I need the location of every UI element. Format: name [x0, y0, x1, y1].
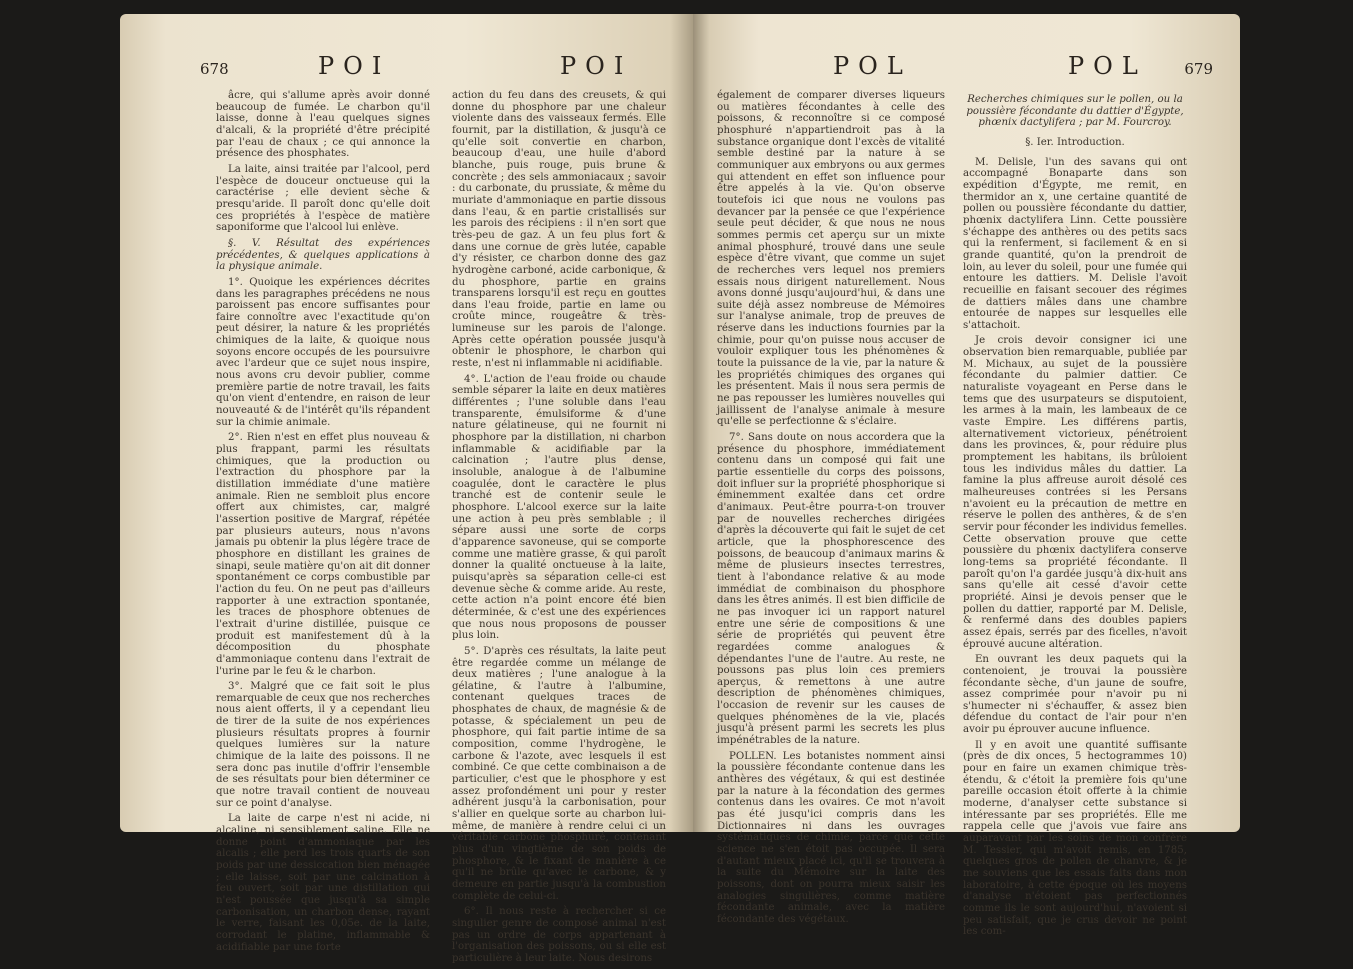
section-heading: §. Ier. Introduction.: [1025, 136, 1125, 148]
right-running-head-2: POL: [1068, 52, 1147, 80]
paragraph: En ouvrant les deux paquets qui la contenoient, je trouvai la poussière fécondante sèche, d'un jaune de soufre, assez comprimée pour n'avoir pu ni s'humecter ni s'échauffer, & assez bien défendue du contact de l'air pour n'en avoir pu éprouver aucune influence.: [963, 654, 1187, 736]
paragraph: POLLEN. Les botanistes nomment ainsi la poussière fécondante contenue dans les anthères des végétaux, & qui est destinée par la nature à la fécondation des germes contenus dans les ovaires. Ce mot n'avoit pas été jusqu'ici compris dans les Dictionnaires ni dans les ouvrages systématiques de chimie, parce que cette science ne s'en étoit pas occupée. Il sera d'autant mieux placé ici, qu'il se trouvera à la suite du Mémoire sur la laite des poissons, dont on pourra mieux saisir les analogies singulières, comme matière fécondante animale, avec la matière fécondante des végétaux.: [717, 750, 945, 925]
paragraph: également de comparer diverses liqueurs ou matières fécondantes à celle des poissons, & reconnoître si ce composé phosphuré n'appartiendroit pas à la substance organique dont l'excès de vitalité semble destiné par la nature à se communiquer aux embryons ou aux germes qui attendent en effet son influence pour être appelés à la vie. Qu'on observe toutefois ici que nous ne voulons pas devancer par la pensée ce que l'expérience seule peut décider, & que nous ne nous sommes permis cet aperçu sur un mixte animal phosphuré, trouvé dans une seule espèce d'être vivant, que comme un sujet de recherches vers lequel nos premiers essais nous dirigent naturellement. Nous avons donné jusqu'aujourd'hui, & dans une suite déjà assez nombreuse de Mémoires sur l'analyse animale, trop de preuves de réserve dans les inductions fournies par la chimie, pour qu'on puisse nous accuser de vouloir expliquer tous les phénomènes & toute la puissance de la vie, par la nature & les propriétés chimiques des organes qui les présentent. Mais il nous sera permis de ne pas repousser les lumières nouvelles qui jaillissent de l'analyse animale à mesure qu'elle se perfectionne & s'éclaire.: [717, 90, 945, 428]
right-running-head-1: POL: [833, 52, 912, 80]
paragraph: 4°. L'action de l'eau froide ou chaude semble séparer la laite en deux matières différentes ; l'une soluble dans l'eau transparente, émulsiforme & d'une nature gélatineuse, qui ne fournit ni phosphore par la distillation, ni charbon inflammable & acidifiable par la calcination ; l'autre plus dense, insoluble, analogue à de l'albumine coagulée, dont le caractère le plus tranché est de contenir seule le phosphore. L'alcool exerce sur la laite une action à peu près semblable ; il sépare aussi une sorte de corps d'apparence savoneuse, qui se comporte comme une matière grasse, & qui paroît donner la qualité onctueuse à la laite, puisqu'après sa séparation celle-ci est devenue sèche & comme aride. Au reste, cette action n'a point encore été bien déterminée, & c'est une des expériences que nous nous proposons de pousser plus loin.: [452, 373, 666, 642]
article-title: Recherches chimiques sur le pollen, ou la poussière fécondante du dattier d'Égypte, phœnix dactylifera ; par M. Fourcroy.: [966, 94, 1184, 129]
left-column-2: [452, 90, 666, 969]
left-running-head-2: POI: [560, 52, 633, 80]
right-page-number: 679: [1184, 60, 1213, 78]
paragraph: La laite de carpe n'est ni acide, ni alcaline, ni sensiblement saline. Elle ne donne point d'ammoniaque par les alcalis ; elle perd les trois quarts de son poids par une dessiccation bien ménagée ; elle laisse, soit par une calcination à feu ouvert, soit par une distillation qui n'est poussée que jusqu'à sa simple carbonisation, un charbon dense, rayant le verre, faisant les 0,05e. de la laite, corrodant le platine, inflammable & acidifiable par une forte: [216, 813, 430, 953]
paragraph: Je crois devoir consigner ici une observation bien remarquable, publiée par M. Michaux, au sujet de la poussière fécondante du palmier dattier. Ce naturaliste voyageant en Perse dans le tems que des usurpateurs se disputoient, les armes à la main, les lambeaux de ce vaste Empire. Les différens partis, alternativement victorieux, pénétroient dans les provinces, &, pour réduire plus promptement les habitans, ils brûloient tous les individus mâles du dattier. La famine la plus affreuse auroit désolé ces malheureuses contrées si les Persans n'avoient eu la précaution de mettre en réserve le pollen des anthères, & de s'en servir pour féconder les individus femelles. Cette observation prouve que cette poussière du phœnix dactylifera conserve long-tems sa propriété fécondante. Il paroît qu'on l'a gardée jusqu'à dix-huit ans sans qu'elle ait cessé d'avoir cette propriété. Ainsi je devois penser que le pollen du dattier, rapporté par M. Delisle, & renfermé dans des doubles papiers assez épais, serrés par des ficelles, n'avoit éprouvé aucune altération.: [963, 335, 1187, 650]
paragraph: M. Delisle, l'un des savans qui ont accompagné Bonaparte dans son expédition d'Égypte, me remit, en thermidor an x, une certaine quantité de pollen ou poussière fécondante du dattier, phœnix dactylifera Linn. Cette poussière s'échappe des anthères ou des petits sacs qui la renferment, si facilement & en si grande quantité, qu'on la prendroit de loin, au lever du soleil, pour une fumée qui entoure les dattiers. M. Delisle l'avoit recueillie en faisant secouer des régimes de dattiers mâles dans une chambre entourée de nappes sur lesquelles elle s'attachoit.: [963, 156, 1187, 331]
paragraph: La laite, ainsi traitée par l'alcool, perd l'espèce de douceur onctueuse qui la caractérise ; elle devient sèche & presqu'aride. Il paroît donc qu'elle doit ces propriétés à l'espèce de matière saponiforme que l'alcool lui enlève.: [216, 163, 430, 234]
right-page: [693, 14, 1240, 938]
book-spread: [120, 14, 1240, 964]
paragraph: Il y en avoit une quantité suffisante (près de dix onces, 5 hectogrammes 10) pour en faire un examen chimique très-étendu, & c'étoit la première fois qu'une pareille occasion étoit offerte à la chimie moderne, d'analyser cette substance si intéressante par ses propriétés. Elle me rappela celle que j'avois vue faire ans auparavant par les soins de mon confrère M. Tessier, qui m'avoit remis, en 1785, quelques gros de pollen de chanvre, & je me souviens que les essais faits dans mon laboratoire, à cette époque où les moyens d'analyse n'étoient pas perfectionnés comme ils le sont aujourd'hui, n'avoient si peu satisfait, que je crus devoir ne point les com-: [963, 739, 1187, 938]
section-heading: §. V. Résultat des expériences précédentes, & quelques applications à la physique animale.: [216, 237, 430, 273]
paragraph: 7°. Sans doute on nous accordera que la présence du phosphore, immédiatement contenu dans un composé qui fait une partie essentielle du corps des poissons, doit influer sur la propriété phosphorique si éminemment exaltée dans cet ordre d'animaux. Peut-être pourra-t-on trouver par de nouvelles recherches dirigées d'après la découverte qui fait le sujet de cet article, que la phosphorescence des poissons, de beaucoup d'animaux marins & même de plusieurs insectes terrestres, tient à l'abondance relative & au mode immédiat de combinaison du phosphore dans les êtres animés. Il est bien difficile de ne pas invoquer ici un rapport naturel entre une série de compositions & une série de propriétés qui peuvent être regardées comme analogues & dépendantes l'une de l'autre. Au reste, ne poussons pas plus loin ces premiers aperçus, & remettons à une autre description de phénomènes chimiques, l'occasion de revenir sur les causes de quelques phénomènes de la vie, placés jusqu'à présent parmi les secrets les plus impénétrables de la nature.: [717, 432, 945, 747]
right-column-1: [717, 90, 945, 930]
left-page-header: [200, 52, 670, 82]
paragraph: 2°. Rien n'est en effet plus nouveau & plus frappant, parmi les résultats chimiques, que la production ou l'extraction du phosphore par la distillation immédiate d'une matière animale. Rien ne sembloit plus encore offert aux chimistes, car, malgré l'assertion positive de Margraf, répétée par plusieurs auteurs, nous n'avons jamais pu obtenir la plus légère trace de phosphore en distillant les graines de sinapi, seule matière qu'on ait dit donner spontanément ce corps combustible par l'action du feu. On ne peut pas d'ailleurs rapporter à une extraction spontanée, les traces de phosphore obtenues de l'extrait d'urine distillée, puisque ce produit est manifestement dû à la décomposition du phosphate d'ammoniaque contenu dans l'extrait de l'urine par le feu & le charbon.: [216, 432, 430, 677]
left-page: [120, 14, 693, 964]
paragraph: 1°. Quoique les expériences décrites dans les paragraphes précédens ne nous paroissent pas encore suffisantes pour faire connoître avec l'exactitude qu'on peut désirer, la nature & les propriétés chimiques de la laite, & quoique nous soyons encore occupés de les poursuivre avec l'ardeur que ce sujet nous inspire, nous avons cru devoir publier, comme première partie de notre travail, les faits qu'on vient d'entendre, en raison de leur nouveauté & de l'intérêt qu'ils répandent sur la chimie animale.: [216, 276, 430, 428]
left-page-number: 678: [200, 60, 229, 78]
paragraph: 3°. Malgré que ce fait soit le plus remarquable de ceux que nos recherches nous aient offerts, il y a cependant lieu de tirer de la suite de nos expériences plusieurs résultats propres à fournir quelques lumières sur la nature chimique de la laite des poissons. Il ne sera donc pas inutile d'offrir l'ensemble de ses résultats pour bien déterminer ce que notre travail contient de nouveau sur ce point d'analyse.: [216, 681, 430, 809]
left-column-1: [216, 90, 430, 957]
left-running-head-1: POI: [318, 52, 391, 80]
paragraph: action du feu dans des creusets, & qui donne du phosphore par une chaleur violente dans des vaisseaux fermés. Elle fournit, par la distillation, & jusqu'à ce qu'elle soit convertie en charbon, beaucoup d'eau, une huile d'abord blanche, puis rouge, puis brune & concrète ; des sels ammoniacaux ; savoir : du carbonate, du prussiate, & même du muriate d'ammoniaque en partie dissous dans l'eau, & en partie cristallisés sur les parois des récipiens : il n'en sort que très-peu de gaz. A un feu plus fort & dans une cornue de grès lutée, capable d'y résister, ce charbon donne des gaz hydrogène carboné, acide carbonique, & du phosphore, partie en grains transparens lorsqu'il est reçu en gouttes dans l'eau froide, partie en lame ou croûte mince, rougeâtre & très-lumineuse sur les parois de l'alonge. Après cette opération poussée jusqu'à obtenir le phosphore, le charbon qui reste, n'est ni inflammable ni acidifiable.: [452, 90, 666, 370]
right-column-2: [963, 90, 1187, 942]
paragraph: âcre, qui s'allume après avoir donné beaucoup de fumée. Le charbon qu'il laisse, donne à l'eau quelques signes d'alcali, & la propriété d'être précipité par l'eau de chaux ; ce qui annonce la présence des phosphates.: [216, 90, 430, 160]
paragraph: 5°. D'après ces résultats, la laite peut être regardée comme un mélange de deux matières ; l'une analogue à la gélatine, & l'autre à l'albumine, contenant quelques traces de phosphates de chaux, de magnésie & de potasse, & spécialement un peu de phosphore, qui fait partie intime de sa composition, comme l'hydrogène, le carbone & l'azote, avec lesquels il est combiné. Ce que cette combinaison a de particulier, c'est que le phosphore y est assez profondément uni pour y rester adhérent jusqu'à la carbonisation, pour s'allier en quelque sorte au charbon lui-même, de manière à rendre celui ci un véritable carbone phosphuré, contenant plus d'un vingtième de son poids de phosphore, & le fixant de manière à ce qu'il ne brûle qu'avec le carbone, & y demeure en partie jusqu'à la combustion complète de celui-ci.: [452, 645, 666, 902]
paragraph: 6°. Il nous reste à rechercher si ce singulier genre de composé animal n'est pas un ordre de corps appartenant à l'organisation des poissons, ou si elle est particulière à leur laite. Nous desirons: [452, 906, 666, 964]
right-page-header: [713, 52, 1213, 82]
